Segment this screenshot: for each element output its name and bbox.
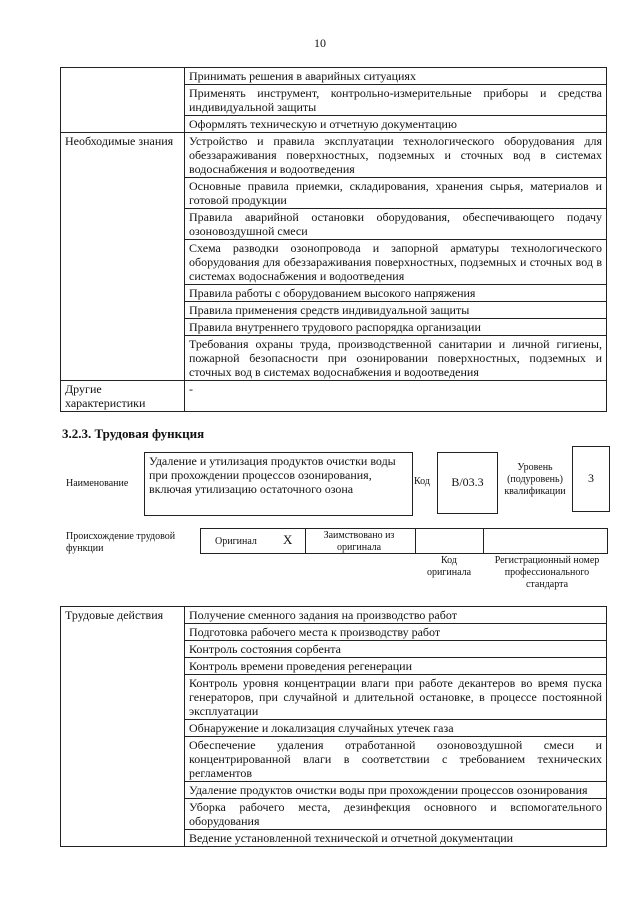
table-row: Правила работы с оборудованием высокого напряжения [185,285,607,302]
table-row: Принимать решения в аварийных ситуациях [185,68,607,85]
knowledge-table [60,67,607,412]
actions-table [60,606,607,847]
origin-label: Происхождение трудовой функции [66,531,176,554]
table-row: Требования охраны труда, производственной санитарии и личной гигиены, пожарной безопасности при озонировании поверхностных, подземных и сточных вод в системах водоснабжения и водоотведения [185,336,607,381]
other-value: - [185,381,607,412]
table-row: Получение сменного задания на производство работ [185,607,607,624]
original-label: Оригинал [215,536,257,547]
function-name: Удаление и утилизация продуктов очистки воды при прохождении процессов озонирования, включая утилизацию остаточного озона [144,452,413,516]
table-row: Контроль времени проведения регенерации [185,658,607,675]
knowledge-label: Необходимые знания [61,133,185,381]
name-label: Наименование [66,478,129,489]
table-row: Применять инструмент, контрольно-измерительные приборы и средства индивидуальной защиты [185,85,607,116]
table-row: Контроль состояния сорбента [185,641,607,658]
table-row: Удаление продуктов очистки воды при прохождении процессов озонирования [185,782,607,799]
divider [483,529,484,553]
actions-label: Трудовые действия [61,607,185,847]
code-label: Код [414,476,430,487]
table-row: Оформлять техническую и отчетную документацию [185,116,607,133]
table-row: Правила применения средств индивидуальной защиты [185,302,607,319]
divider [305,529,306,553]
table-row: Схема разводки озонопровода и запорной арматуры технологического оборудования для обеззараживания поверхностных, подземных и сточных вод в системах водоснабжения и водоотведения [185,240,607,285]
table-row: Основные правила приемки, складирования, хранения сырья, материалов и готовой продукции [185,178,607,209]
table-row: Правила внутреннего трудового распорядка организации [185,319,607,336]
reg-caption: Регистрационный номер профессионального стандарта [494,555,600,590]
page-number: 10 [314,36,326,50]
borrowed-label: Заимствовано из оригинала [323,530,395,553]
code-caption: Код оригинала [426,555,472,578]
empty-label-cell [61,68,185,133]
table-row: Контроль уровня концентрации влаги при работе декантеров во время пуска генераторов, при случайной и длительной остановке, в процессе постоянной эксплуатации [185,675,607,720]
level-label: Уровень (подуровень) квалификации [504,462,566,497]
table-row: Обнаружение и локализация случайных утечек газа [185,720,607,737]
table-row: Устройство и правила эксплуатации технологического оборудования для обеззараживания поверхностных, подземных и сточных вод в системах водоснабжения и водоотведения [185,133,607,178]
section-title: 3.2.3. Трудовая функция [62,426,205,441]
table-row: Правила аварийной остановки оборудования, обеспечивающего подачу озоновоздушной смеси [185,209,607,240]
code-value: B/03.3 [437,452,498,514]
origin-row [200,528,608,554]
divider [415,529,416,553]
original-mark: X [283,532,293,547]
table-row: Уборка рабочего места, дезинфекция основного и вспомогательного оборудования [185,799,607,830]
table-row: Подготовка рабочего места к производству работ [185,624,607,641]
table-row: Ведение установленной технической и отчетной документации [185,830,607,847]
other-label: Другие характеристики [61,381,185,412]
table-row: Обеспечение удаления отработанной озоновоздушной смеси и концентрированной влаги в соответствии с требованием технических регламентов [185,737,607,782]
level-value: 3 [572,446,610,512]
